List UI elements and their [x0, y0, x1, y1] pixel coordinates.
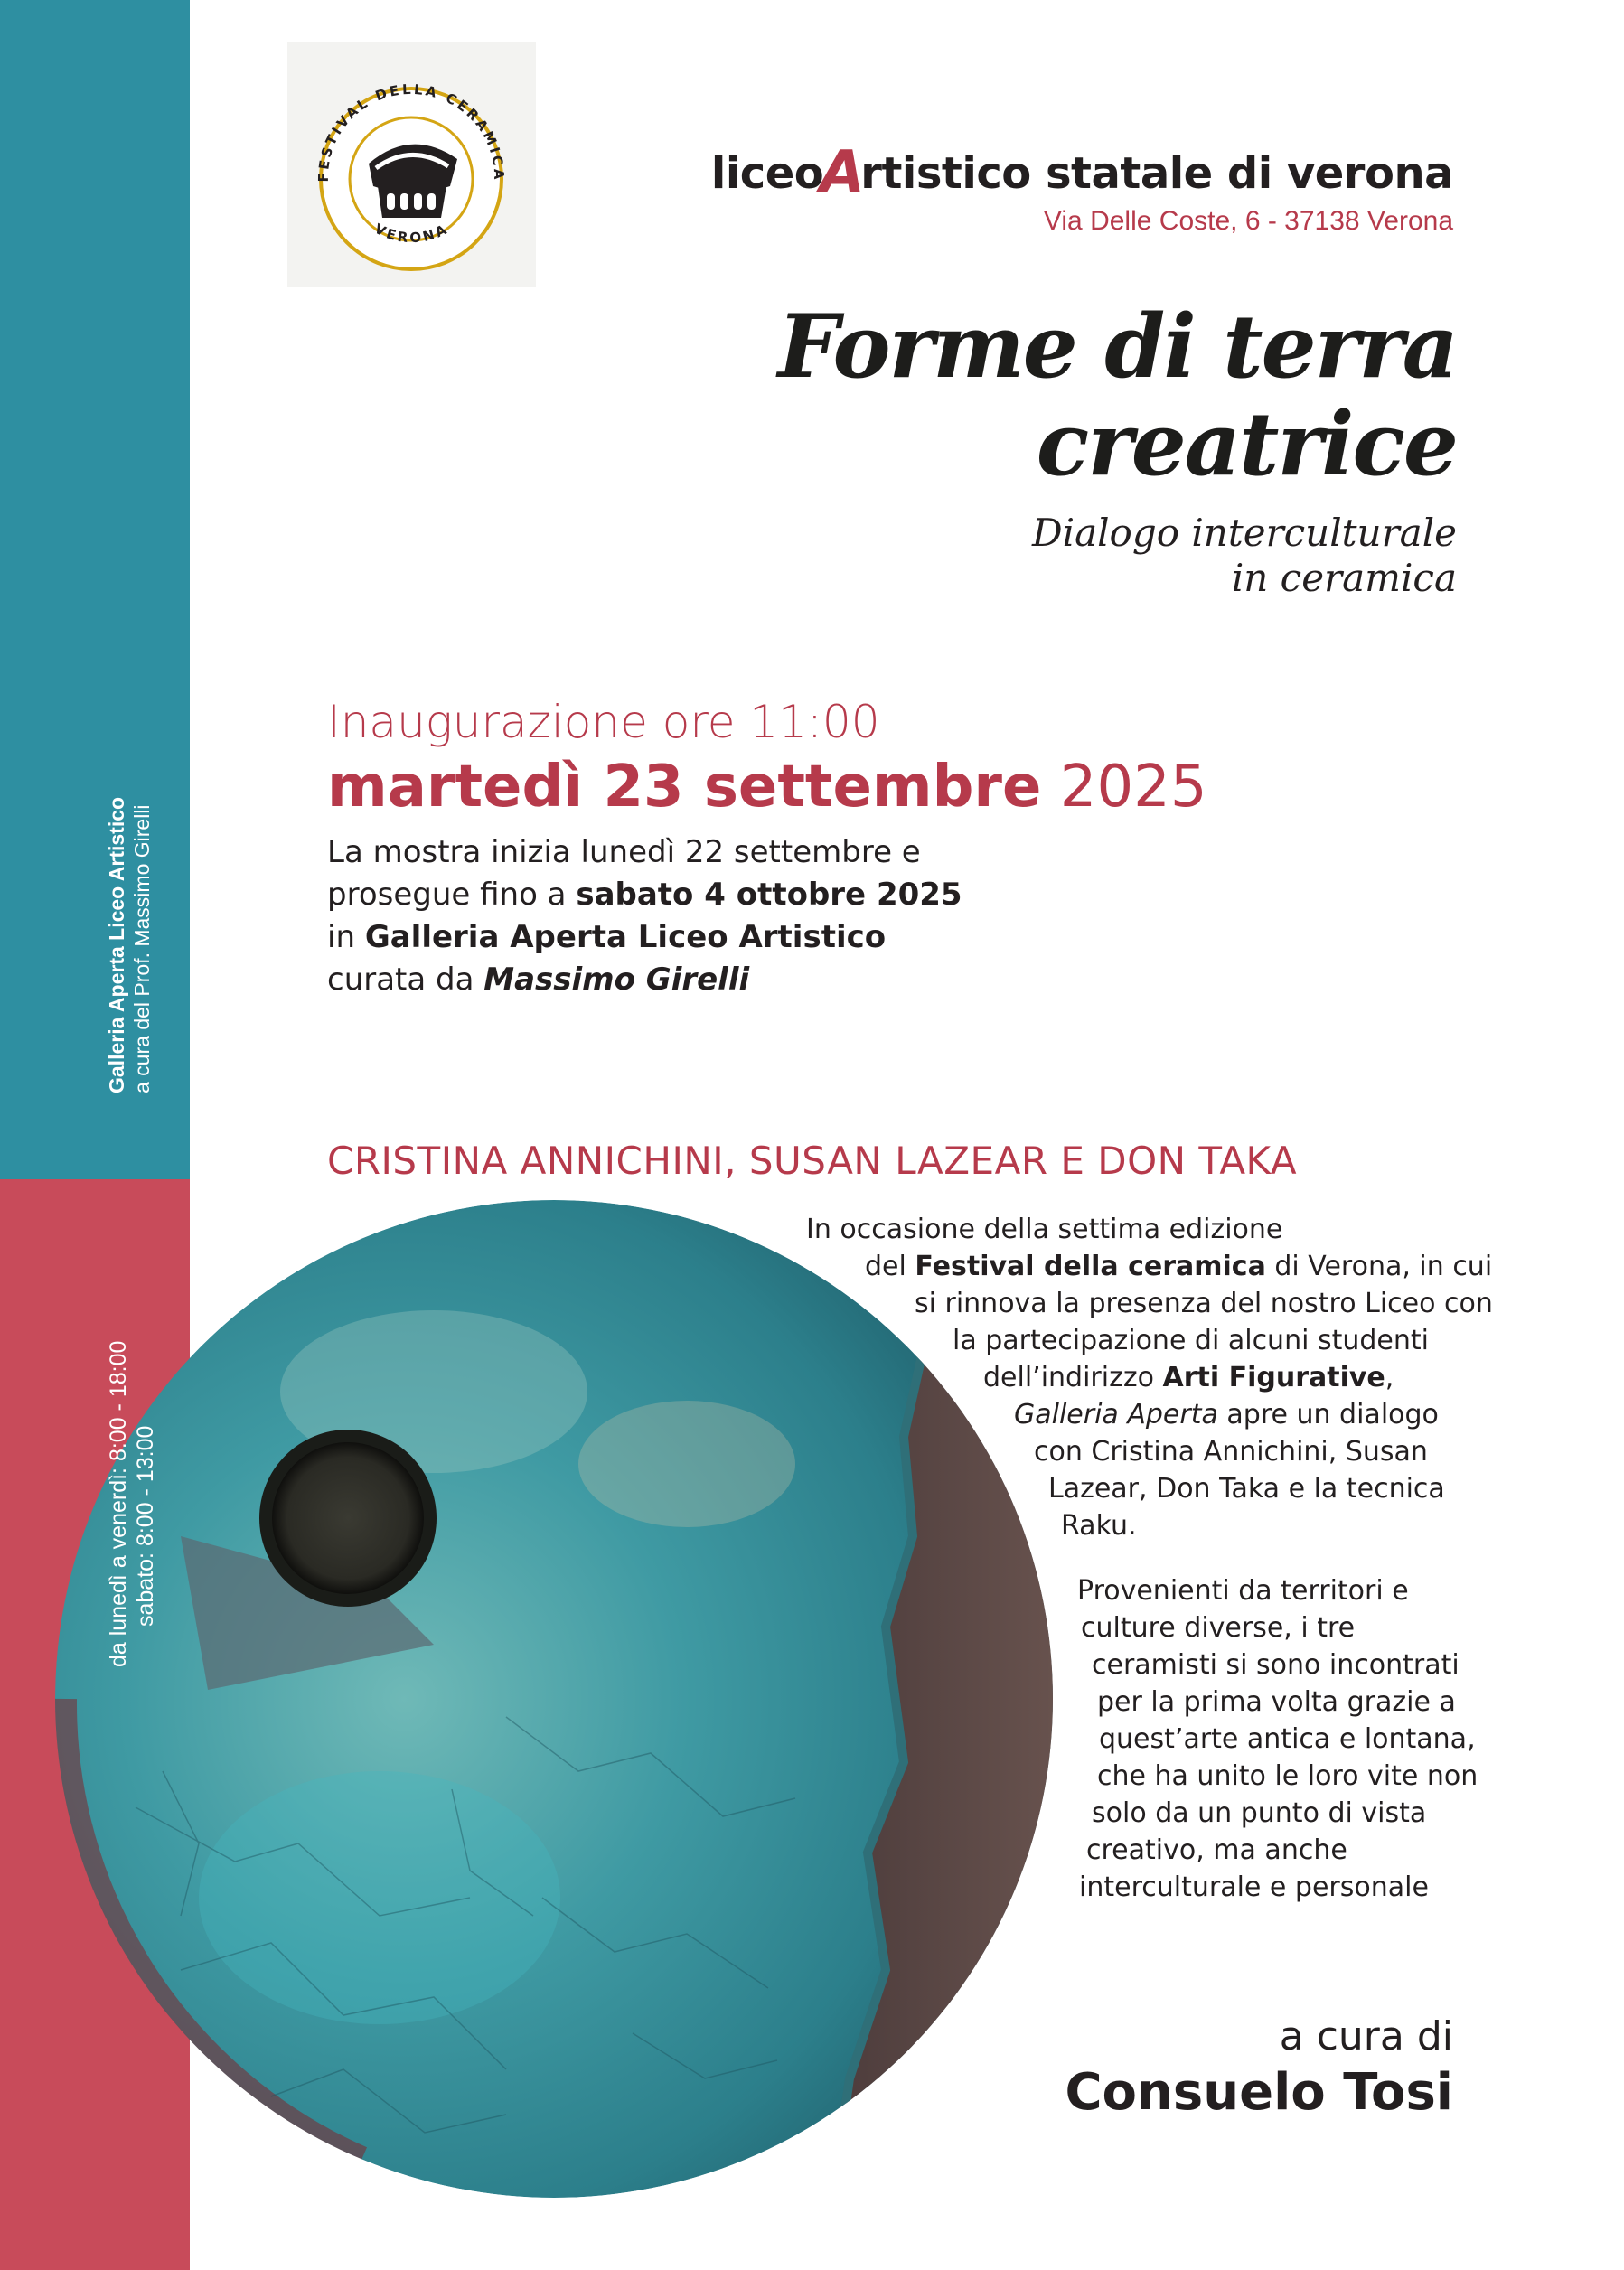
- description-p1-line: con Cristina Annichini, Susan: [1034, 1436, 1428, 1468]
- festival-logo: [287, 42, 536, 287]
- description-p1-line: Raku.: [1061, 1510, 1137, 1542]
- school-name-part-1: liceo: [710, 148, 824, 199]
- event-date-year: 2025: [1041, 754, 1207, 821]
- sidebar-gallery-info: [105, 797, 155, 1093]
- event-end-date: sabato 4 ottobre 2025: [576, 877, 962, 913]
- event-info: [327, 696, 1207, 1001]
- description-p1-line: [865, 1248, 1492, 1285]
- description-p1-line-text: del Festival della ceramica di Verona, in cui: [865, 1251, 1493, 1282]
- event-detail-line-4: [327, 959, 1207, 1001]
- exhibition-subtitle: [1032, 511, 1457, 601]
- event-curator-name: Massimo Girelli: [483, 961, 750, 998]
- description-p2-line: per la prima volta grazie a: [1097, 1686, 1456, 1718]
- artists-names: CRISTINA ANNICHINI, SUSAN LAZEAR E DON TAKA: [327, 1139, 1298, 1183]
- exhibition-title-line-1: Forme di terra: [777, 295, 1457, 398]
- event-detail-line-2: [327, 874, 1207, 916]
- event-detail-line-2-text: prosegue fino a: [327, 877, 577, 913]
- event-detail-line-4-text: curata da: [327, 961, 484, 998]
- event-details: [327, 831, 1207, 1001]
- exhibition-subtitle-line-1: Dialogo interculturale: [1031, 511, 1457, 555]
- description-p1-line: si rinnova la presenza del nostro Liceo con: [915, 1288, 1493, 1319]
- inauguration-time: Inaugurazione ore 11:00: [327, 696, 880, 748]
- sidebar-hours-saturday: sabato: 8:00 - 13:00: [133, 1425, 158, 1627]
- event-date-day: martedì 23 settembre: [327, 754, 1042, 821]
- exhibition-subtitle-line-2: in ceramica: [1231, 556, 1457, 600]
- description-p2-line: Provenienti da territori e: [1077, 1575, 1409, 1607]
- exhibition-title-line-2: creatrice: [1036, 393, 1457, 495]
- logo-top-text: FESTIVAL DELLA CERAMICA: [314, 80, 508, 183]
- school-header: [711, 136, 1453, 237]
- description-p1-line: dell’indirizzo Arti Figurative,: [983, 1362, 1394, 1393]
- description-p2-line: che ha unito le loro vite non: [1097, 1760, 1478, 1792]
- school-address: Via Delle Coste, 6 - 37138 Verona: [1043, 206, 1453, 236]
- description-p2-line: solo da un punto di vista: [1092, 1797, 1427, 1829]
- description-p1-line: In occasione della settima edizione: [806, 1214, 1283, 1245]
- event-date: [327, 754, 1207, 821]
- sidebar-opening-hours: [105, 1341, 159, 1667]
- logo-bottom-text: VERONA: [371, 220, 452, 247]
- school-name: [710, 136, 1453, 206]
- description-p1-line: Galleria Aperta apre un dialogo: [1014, 1399, 1439, 1430]
- sidebar-gallery-curator: a cura del Prof. Massimo Girelli: [129, 804, 154, 1093]
- school-name-accent-letter: A: [820, 139, 865, 206]
- sidebar-hours-weekdays: da lunedì a venerdì: 8:00 - 18:00: [106, 1340, 131, 1667]
- event-detail-line-1: La mostra inizia lunedì 22 settembre e: [327, 834, 921, 870]
- sidebar-gallery-title: Galleria Aperta Liceo Artistico: [105, 796, 128, 1093]
- exhibition-title: [777, 295, 1457, 495]
- description-paragraph-1: [806, 1211, 1493, 1544]
- description-p1-line: la partecipazione di alcuni studenti: [953, 1325, 1429, 1356]
- description-p2-line: interculturale e personale: [1079, 1871, 1429, 1903]
- event-venue: Galleria Aperta Liceo Artistico: [364, 919, 887, 955]
- description-p2-line: ceramisti si sono incontrati: [1092, 1649, 1460, 1681]
- event-detail-line-3-text: in: [327, 919, 365, 955]
- curator-name: Consuelo Tosi: [1065, 2063, 1453, 2122]
- event-detail-line-3: [327, 916, 1207, 959]
- description-p2-line: quest’arte antica e lontana,: [1099, 1723, 1476, 1755]
- description-p1-line: Lazear, Don Taka e la tecnica: [1048, 1473, 1445, 1505]
- description-paragraph-2: [1077, 1572, 1478, 1906]
- curator-label: a cura di: [1279, 2013, 1453, 2059]
- description-p2-line: creativo, ma anche: [1086, 1834, 1347, 1866]
- description-p2-line: culture diverse, i tre: [1081, 1612, 1356, 1644]
- school-name-part-2: rtistico statale di verona: [860, 148, 1453, 199]
